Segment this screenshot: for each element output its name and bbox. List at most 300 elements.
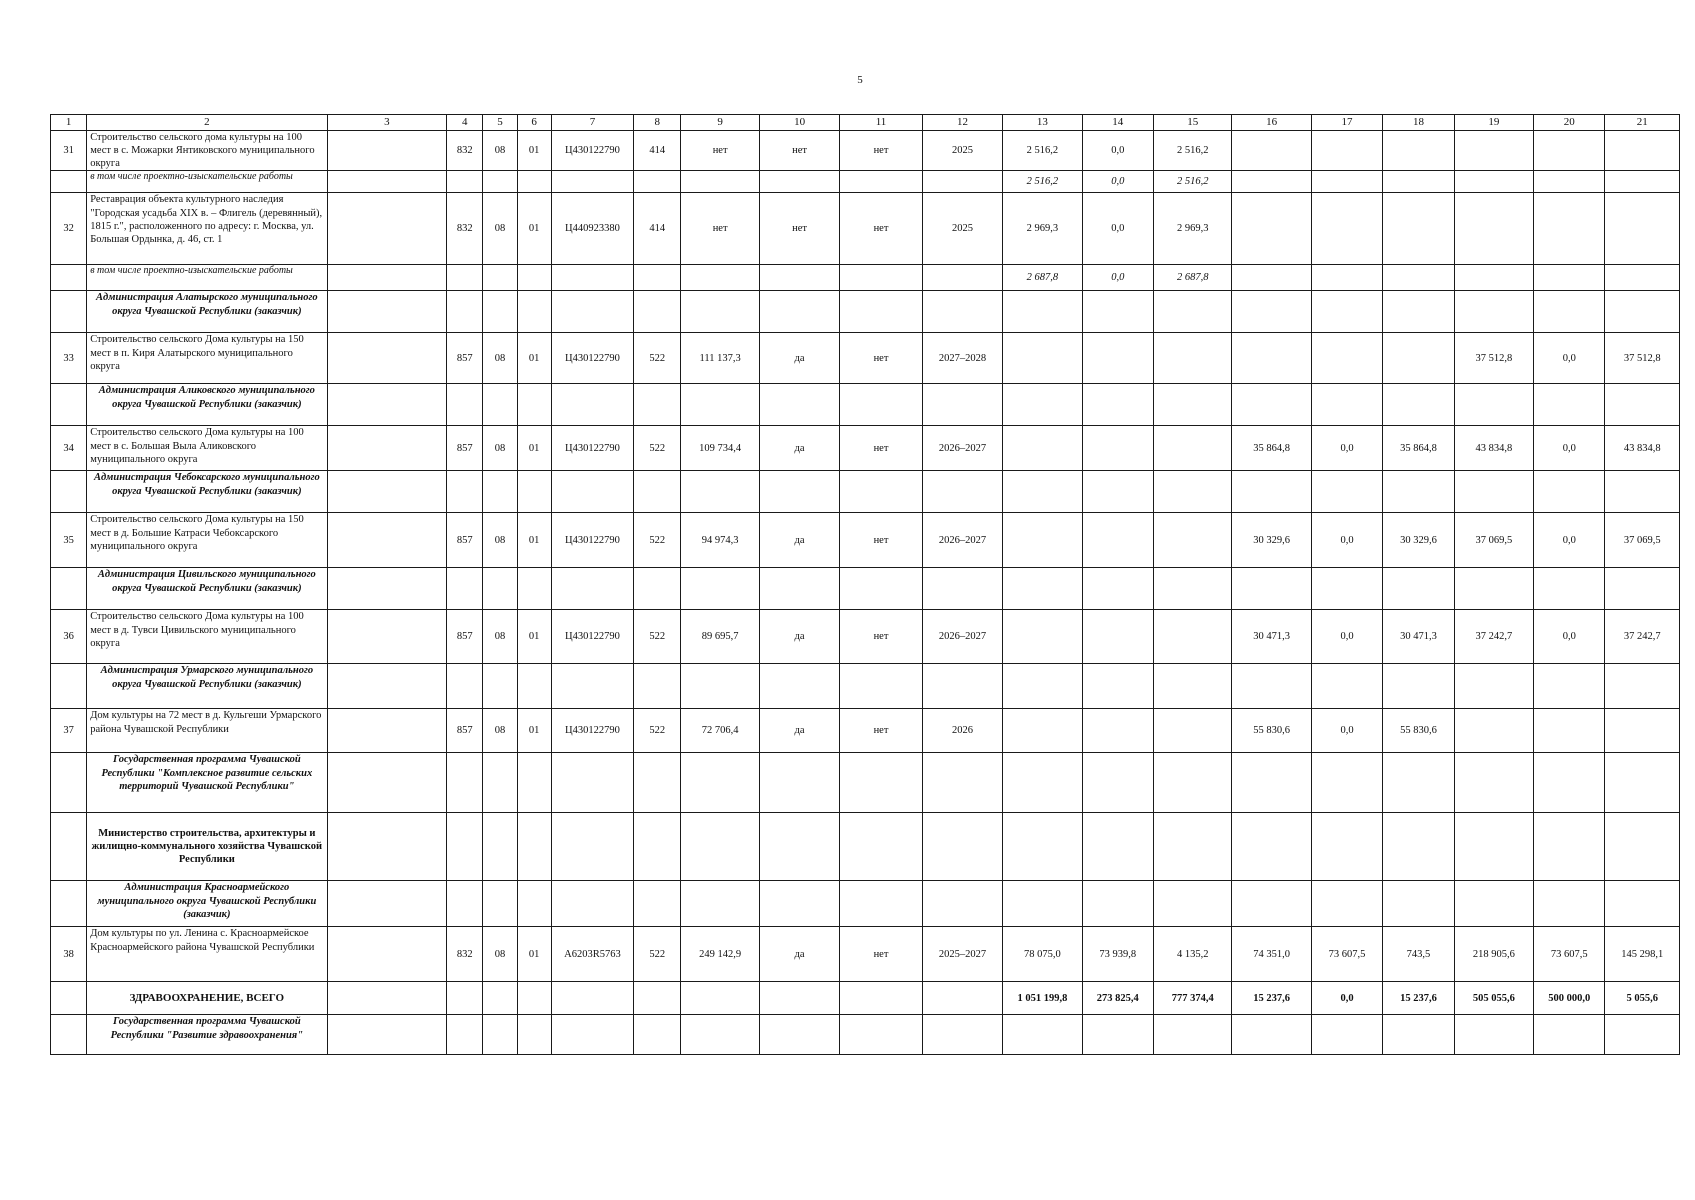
cell-col-16: 55 830,6 <box>1232 709 1311 753</box>
cell-col-15 <box>1154 664 1232 709</box>
cell-col-9 <box>681 753 759 813</box>
cell-col-5: 08 <box>483 513 517 568</box>
cell-col-9: 249 142,9 <box>681 927 759 982</box>
cell-col-14: 0,0 <box>1082 265 1153 291</box>
cell-col-12: 2025 <box>922 193 1002 265</box>
cell-col-13: 2 687,8 <box>1003 265 1082 291</box>
row-number: 32 <box>51 193 87 265</box>
cell-col-14 <box>1082 384 1153 426</box>
cell-col-10 <box>759 568 839 610</box>
cell-col-9 <box>681 265 759 291</box>
cell-col-18 <box>1383 664 1454 709</box>
cell-col-18 <box>1383 131 1454 171</box>
cell-col-15 <box>1154 709 1232 753</box>
cell-col-18 <box>1383 291 1454 333</box>
cell-col-3 <box>327 1015 447 1055</box>
cell-col-16 <box>1232 333 1311 384</box>
cell-col-7 <box>551 265 633 291</box>
cell-col-7 <box>551 568 633 610</box>
cell-col-12 <box>922 171 1002 193</box>
row-number <box>51 171 87 193</box>
cell-col-13: 2 516,2 <box>1003 131 1082 171</box>
cell-col-14: 73 939,8 <box>1082 927 1153 982</box>
cell-col-5 <box>483 568 517 610</box>
cell-col-3 <box>327 709 447 753</box>
cell-col-11 <box>840 291 922 333</box>
cell-col-13: 1 051 199,8 <box>1003 982 1082 1015</box>
cell-col-13 <box>1003 610 1082 664</box>
cell-col-9: 109 734,4 <box>681 426 759 471</box>
column-number-9: 9 <box>681 115 759 131</box>
cell-col-14 <box>1082 664 1153 709</box>
cell-col-4 <box>447 291 483 333</box>
cell-col-12 <box>922 813 1002 881</box>
column-number-4: 4 <box>447 115 483 131</box>
cell-col-6 <box>517 291 551 333</box>
cell-col-21 <box>1605 1015 1680 1055</box>
cell-col-4 <box>447 265 483 291</box>
cell-col-14 <box>1082 568 1153 610</box>
cell-col-9: 94 974,3 <box>681 513 759 568</box>
cell-col-18 <box>1383 753 1454 813</box>
cell-col-10: да <box>759 927 839 982</box>
row-number <box>51 881 87 927</box>
cell-col-13 <box>1003 709 1082 753</box>
cell-col-11 <box>840 568 922 610</box>
cell-col-3 <box>327 193 447 265</box>
cell-col-12 <box>922 881 1002 927</box>
cell-col-12: 2025 <box>922 131 1002 171</box>
section-heading: Администрация Чебоксарского муниципального округа Чувашской Республики (заказчик) <box>87 471 327 513</box>
cell-col-12: 2026–2027 <box>922 426 1002 471</box>
cell-col-14 <box>1082 1015 1153 1055</box>
column-number-21: 21 <box>1605 115 1680 131</box>
cell-col-15: 777 374,4 <box>1154 982 1232 1015</box>
cell-col-17: 0,0 <box>1311 982 1382 1015</box>
cell-col-18: 35 864,8 <box>1383 426 1454 471</box>
cell-col-10 <box>759 265 839 291</box>
row-number <box>51 1015 87 1055</box>
cell-col-17: 0,0 <box>1311 709 1382 753</box>
cell-col-3 <box>327 513 447 568</box>
cell-col-19: 43 834,8 <box>1454 426 1533 471</box>
row-number: 31 <box>51 131 87 171</box>
cell-col-21 <box>1605 881 1680 927</box>
cell-col-7: Ц440923380 <box>551 193 633 265</box>
cell-col-8 <box>634 384 681 426</box>
cell-col-15 <box>1154 753 1232 813</box>
cell-col-6: 01 <box>517 426 551 471</box>
object-name: Строительство сельского Дома культуры на 100 мест в д. Тувси Цивильского муниципального округа <box>87 610 327 664</box>
cell-col-19 <box>1454 1015 1533 1055</box>
cell-col-7: Ц430122790 <box>551 333 633 384</box>
cell-col-14 <box>1082 513 1153 568</box>
cell-col-6 <box>517 384 551 426</box>
cell-col-21 <box>1605 709 1680 753</box>
cell-col-3 <box>327 610 447 664</box>
cell-col-16 <box>1232 131 1311 171</box>
column-number-1: 1 <box>51 115 87 131</box>
cell-col-7 <box>551 664 633 709</box>
cell-col-12 <box>922 384 1002 426</box>
cell-col-5 <box>483 664 517 709</box>
cell-col-14 <box>1082 610 1153 664</box>
cell-col-14 <box>1082 426 1153 471</box>
cell-col-4: 857 <box>447 709 483 753</box>
cell-col-7 <box>551 291 633 333</box>
cell-col-20 <box>1534 568 1605 610</box>
cell-col-11: нет <box>840 513 922 568</box>
cell-col-18: 743,5 <box>1383 927 1454 982</box>
cell-col-15 <box>1154 813 1232 881</box>
cell-col-8 <box>634 664 681 709</box>
cell-col-12 <box>922 568 1002 610</box>
cell-col-9 <box>681 471 759 513</box>
cell-col-15: 2 516,2 <box>1154 171 1232 193</box>
cell-col-16 <box>1232 881 1311 927</box>
cell-col-13 <box>1003 333 1082 384</box>
cell-col-19: 37 242,7 <box>1454 610 1533 664</box>
cell-col-7 <box>551 171 633 193</box>
cell-col-11 <box>840 813 922 881</box>
cell-col-17 <box>1311 664 1382 709</box>
cell-col-8 <box>634 982 681 1015</box>
cell-col-9: 89 695,7 <box>681 610 759 664</box>
row-number: 37 <box>51 709 87 753</box>
section-heading: Администрация Цивильского муниципального округа Чувашской Республики (заказчик) <box>87 568 327 610</box>
cell-col-10 <box>759 664 839 709</box>
cell-col-7 <box>551 813 633 881</box>
section-heading: Администрация Аликовского муниципального округа Чувашской Республики (заказчик) <box>87 384 327 426</box>
cell-col-3 <box>327 753 447 813</box>
column-number-10: 10 <box>759 115 839 131</box>
cell-col-17 <box>1311 193 1382 265</box>
cell-col-10 <box>759 171 839 193</box>
cell-col-10: да <box>759 610 839 664</box>
cell-col-13 <box>1003 471 1082 513</box>
column-number-19: 19 <box>1454 115 1533 131</box>
column-number-17: 17 <box>1311 115 1382 131</box>
cell-col-4: 832 <box>447 927 483 982</box>
cell-col-4: 857 <box>447 513 483 568</box>
cell-col-8 <box>634 291 681 333</box>
cell-col-5: 08 <box>483 426 517 471</box>
cell-col-13: 2 969,3 <box>1003 193 1082 265</box>
cell-col-4 <box>447 384 483 426</box>
cell-col-3 <box>327 291 447 333</box>
note-row <box>51 171 1680 193</box>
cell-col-20 <box>1534 471 1605 513</box>
cell-col-5 <box>483 753 517 813</box>
cell-col-17 <box>1311 471 1382 513</box>
table-row <box>51 193 1680 265</box>
cell-col-13 <box>1003 813 1082 881</box>
cell-col-7 <box>551 384 633 426</box>
cell-col-21 <box>1605 265 1680 291</box>
cell-col-14: 0,0 <box>1082 171 1153 193</box>
object-name: Дом культуры на 72 мест в д. Кульгеши Урмарского района Чувашской Республики <box>87 709 327 753</box>
cell-col-11 <box>840 384 922 426</box>
cell-col-16 <box>1232 1015 1311 1055</box>
cell-col-10 <box>759 291 839 333</box>
cell-col-15 <box>1154 610 1232 664</box>
cell-col-13 <box>1003 291 1082 333</box>
cell-col-5: 08 <box>483 709 517 753</box>
cell-col-15 <box>1154 384 1232 426</box>
cell-col-21 <box>1605 193 1680 265</box>
cell-col-4 <box>447 982 483 1015</box>
cell-col-5 <box>483 171 517 193</box>
cell-col-6: 01 <box>517 193 551 265</box>
cell-col-3 <box>327 384 447 426</box>
cell-col-4 <box>447 753 483 813</box>
cell-col-5 <box>483 471 517 513</box>
cell-col-15 <box>1154 471 1232 513</box>
cell-col-20 <box>1534 265 1605 291</box>
cell-col-16 <box>1232 171 1311 193</box>
cell-col-9 <box>681 568 759 610</box>
cell-col-4 <box>447 171 483 193</box>
cell-col-20 <box>1534 1015 1605 1055</box>
cell-col-21: 43 834,8 <box>1605 426 1680 471</box>
cell-col-20 <box>1534 664 1605 709</box>
cell-col-21: 37 242,7 <box>1605 610 1680 664</box>
cell-col-21: 5 055,6 <box>1605 982 1680 1015</box>
object-name: Строительство сельского дома культуры на 100 мест в с. Можарки Янтиковского муниципального округа <box>87 131 327 171</box>
cell-col-16: 30 329,6 <box>1232 513 1311 568</box>
cell-col-19 <box>1454 709 1533 753</box>
column-number-12: 12 <box>922 115 1002 131</box>
cell-col-14 <box>1082 333 1153 384</box>
cell-col-3 <box>327 171 447 193</box>
cell-col-12: 2026–2027 <box>922 610 1002 664</box>
row-number <box>51 813 87 881</box>
cell-col-18 <box>1383 384 1454 426</box>
section-row <box>51 664 1680 709</box>
cell-col-5 <box>483 982 517 1015</box>
column-number-8: 8 <box>634 115 681 131</box>
cell-col-16 <box>1232 471 1311 513</box>
cell-col-16 <box>1232 568 1311 610</box>
cell-col-9: нет <box>681 193 759 265</box>
cell-col-20 <box>1534 131 1605 171</box>
table-row <box>51 131 1680 171</box>
cell-col-5: 08 <box>483 333 517 384</box>
column-number-18: 18 <box>1383 115 1454 131</box>
cell-col-18 <box>1383 193 1454 265</box>
cell-col-3 <box>327 813 447 881</box>
cell-col-12 <box>922 982 1002 1015</box>
column-number-6: 6 <box>517 115 551 131</box>
cell-col-11 <box>840 982 922 1015</box>
cell-col-16: 35 864,8 <box>1232 426 1311 471</box>
cell-col-4: 832 <box>447 131 483 171</box>
column-number-5: 5 <box>483 115 517 131</box>
cell-col-14 <box>1082 753 1153 813</box>
section-row <box>51 881 1680 927</box>
cell-col-21 <box>1605 291 1680 333</box>
cell-col-15 <box>1154 333 1232 384</box>
cell-col-20 <box>1534 881 1605 927</box>
cell-col-9 <box>681 384 759 426</box>
cell-col-13 <box>1003 426 1082 471</box>
cell-col-4: 857 <box>447 426 483 471</box>
cell-col-8: 522 <box>634 426 681 471</box>
cell-col-6 <box>517 753 551 813</box>
cell-col-13 <box>1003 568 1082 610</box>
cell-col-19 <box>1454 753 1533 813</box>
cell-col-9: 72 706,4 <box>681 709 759 753</box>
cell-col-15: 2 516,2 <box>1154 131 1232 171</box>
cell-col-6: 01 <box>517 333 551 384</box>
cell-col-9 <box>681 813 759 881</box>
header-row <box>51 115 1680 131</box>
cell-col-10 <box>759 813 839 881</box>
cell-col-6: 01 <box>517 131 551 171</box>
cell-col-11 <box>840 664 922 709</box>
cell-col-3 <box>327 333 447 384</box>
table-row <box>51 333 1680 384</box>
cell-col-11 <box>840 265 922 291</box>
cell-col-19: 37 069,5 <box>1454 513 1533 568</box>
cell-col-21: 37 512,8 <box>1605 333 1680 384</box>
cell-col-6 <box>517 664 551 709</box>
cell-col-20 <box>1534 171 1605 193</box>
cell-col-7: Ц430122790 <box>551 131 633 171</box>
cell-col-13: 2 516,2 <box>1003 171 1082 193</box>
cell-col-17: 0,0 <box>1311 426 1382 471</box>
column-number-13: 13 <box>1003 115 1082 131</box>
cell-col-16: 15 237,6 <box>1232 982 1311 1015</box>
row-number <box>51 265 87 291</box>
cell-col-18 <box>1383 1015 1454 1055</box>
cell-col-15 <box>1154 513 1232 568</box>
cell-col-18 <box>1383 881 1454 927</box>
cell-col-18: 55 830,6 <box>1383 709 1454 753</box>
cell-col-5 <box>483 813 517 881</box>
cell-col-4: 857 <box>447 333 483 384</box>
cell-col-3 <box>327 265 447 291</box>
cell-col-4 <box>447 813 483 881</box>
cell-col-9 <box>681 1015 759 1055</box>
cell-col-10: да <box>759 426 839 471</box>
table-row <box>51 513 1680 568</box>
note-row <box>51 265 1680 291</box>
cell-col-19 <box>1454 131 1533 171</box>
cell-col-8: 522 <box>634 709 681 753</box>
cell-col-6: 01 <box>517 513 551 568</box>
cell-col-18 <box>1383 813 1454 881</box>
cell-col-11: нет <box>840 709 922 753</box>
cell-col-10 <box>759 384 839 426</box>
cell-col-9 <box>681 664 759 709</box>
cell-col-21 <box>1605 171 1680 193</box>
cell-col-18 <box>1383 265 1454 291</box>
cell-col-20: 500 000,0 <box>1534 982 1605 1015</box>
cell-col-6 <box>517 171 551 193</box>
object-name: Строительство сельского Дома культуры на 150 мест в д. Большие Катраси Чебоксарского муниципального округа <box>87 513 327 568</box>
cell-col-14: 0,0 <box>1082 193 1153 265</box>
cell-col-15 <box>1154 568 1232 610</box>
cell-col-5 <box>483 384 517 426</box>
cell-col-19 <box>1454 384 1533 426</box>
cell-col-13 <box>1003 384 1082 426</box>
cell-col-16: 30 471,3 <box>1232 610 1311 664</box>
cell-col-15 <box>1154 426 1232 471</box>
cell-col-21: 145 298,1 <box>1605 927 1680 982</box>
cell-col-3 <box>327 131 447 171</box>
cell-col-14 <box>1082 471 1153 513</box>
cell-col-4 <box>447 568 483 610</box>
cell-col-20: 0,0 <box>1534 610 1605 664</box>
cell-col-5: 08 <box>483 131 517 171</box>
cell-col-16 <box>1232 193 1311 265</box>
section-row <box>51 568 1680 610</box>
cell-col-17: 73 607,5 <box>1311 927 1382 982</box>
cell-col-8: 522 <box>634 927 681 982</box>
cell-col-3 <box>327 568 447 610</box>
cell-col-8 <box>634 753 681 813</box>
cell-col-10: да <box>759 333 839 384</box>
cell-col-6: 01 <box>517 610 551 664</box>
cell-col-10: да <box>759 513 839 568</box>
row-number <box>51 291 87 333</box>
cell-col-16 <box>1232 664 1311 709</box>
cell-col-21 <box>1605 753 1680 813</box>
cell-col-10 <box>759 982 839 1015</box>
cell-col-17: 0,0 <box>1311 610 1382 664</box>
section-row <box>51 753 1680 813</box>
cell-col-12 <box>922 1015 1002 1055</box>
cell-col-18 <box>1383 568 1454 610</box>
investment-table <box>50 114 1680 1055</box>
column-number-7: 7 <box>551 115 633 131</box>
cell-col-8 <box>634 568 681 610</box>
row-number <box>51 384 87 426</box>
cell-col-3 <box>327 881 447 927</box>
row-number <box>51 471 87 513</box>
cell-col-16 <box>1232 753 1311 813</box>
cell-col-9 <box>681 291 759 333</box>
table-row <box>51 709 1680 753</box>
cell-col-12: 2025–2027 <box>922 927 1002 982</box>
cell-col-4 <box>447 881 483 927</box>
cell-col-20 <box>1534 291 1605 333</box>
cell-col-13: 78 075,0 <box>1003 927 1082 982</box>
cell-col-19 <box>1454 265 1533 291</box>
section-row <box>51 291 1680 333</box>
cell-col-3 <box>327 426 447 471</box>
section-heading: Министерство строительства, архитектуры и жилищно-коммунального хозяйства Чувашской Республики <box>87 813 327 881</box>
cell-col-17 <box>1311 333 1382 384</box>
section-row <box>51 1015 1680 1055</box>
cell-col-3 <box>327 471 447 513</box>
column-number-2: 2 <box>87 115 327 131</box>
cell-col-15 <box>1154 1015 1232 1055</box>
cell-col-19 <box>1454 881 1533 927</box>
cell-col-15 <box>1154 881 1232 927</box>
cell-col-17 <box>1311 291 1382 333</box>
table-row <box>51 610 1680 664</box>
cell-col-10 <box>759 753 839 813</box>
cell-col-9: нет <box>681 131 759 171</box>
cell-col-5: 08 <box>483 193 517 265</box>
cell-col-15 <box>1154 291 1232 333</box>
cell-col-12 <box>922 291 1002 333</box>
cell-col-17 <box>1311 568 1382 610</box>
cell-col-8 <box>634 1015 681 1055</box>
cell-col-11 <box>840 881 922 927</box>
